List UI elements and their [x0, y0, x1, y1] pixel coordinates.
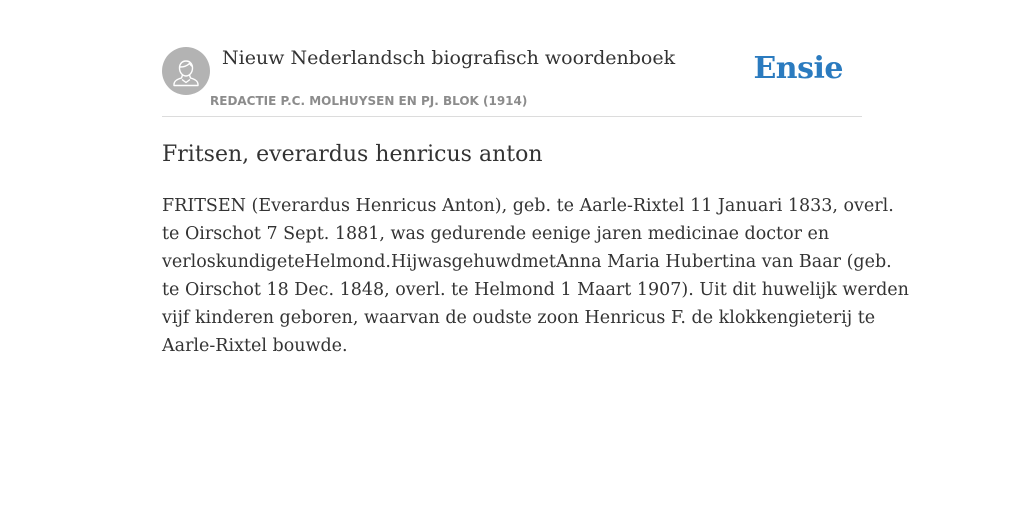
entry-body-line: te Oirschot 7 Sept. 1881, was gedurende eenige jaren medicinae doctor en	[162, 224, 830, 244]
header	[162, 0, 862, 117]
editors-label: REDACTIE P.C. MOLHUYSEN EN PJ. BLOK (1914)	[210, 94, 528, 108]
entry-title: Fritsen, everardus henricus anton	[162, 142, 543, 167]
book-title[interactable]: Nieuw Nederlandsch biografisch woordenboek	[222, 47, 676, 69]
entry-body-line: Aarle-Rixtel bouwde.	[162, 336, 348, 356]
entry-body-line: verloskundigeteHelmond.HijwasgehuwdmetAnna Maria Hubertina van Baar (geb.	[162, 252, 892, 272]
entry-body-line: te Oirschot 18 Dec. 1848, overl. te Helmond 1 Maart 1907). Uit dit huwelijk werden	[162, 280, 909, 300]
entry-body	[162, 192, 909, 360]
entry-body-line: FRITSEN (Everardus Henricus Anton), geb. te Aarle-Rixtel 11 Januari 1833, overl.	[162, 196, 894, 216]
entry-body-line: vijf kinderen geboren, waarvan de oudste zoon Henricus F. de klokkengieterij te	[162, 308, 876, 328]
author-avatar[interactable]	[162, 47, 210, 95]
user-placeholder-icon	[162, 47, 210, 95]
ensie-logo[interactable]: Ensie	[753, 51, 843, 86]
